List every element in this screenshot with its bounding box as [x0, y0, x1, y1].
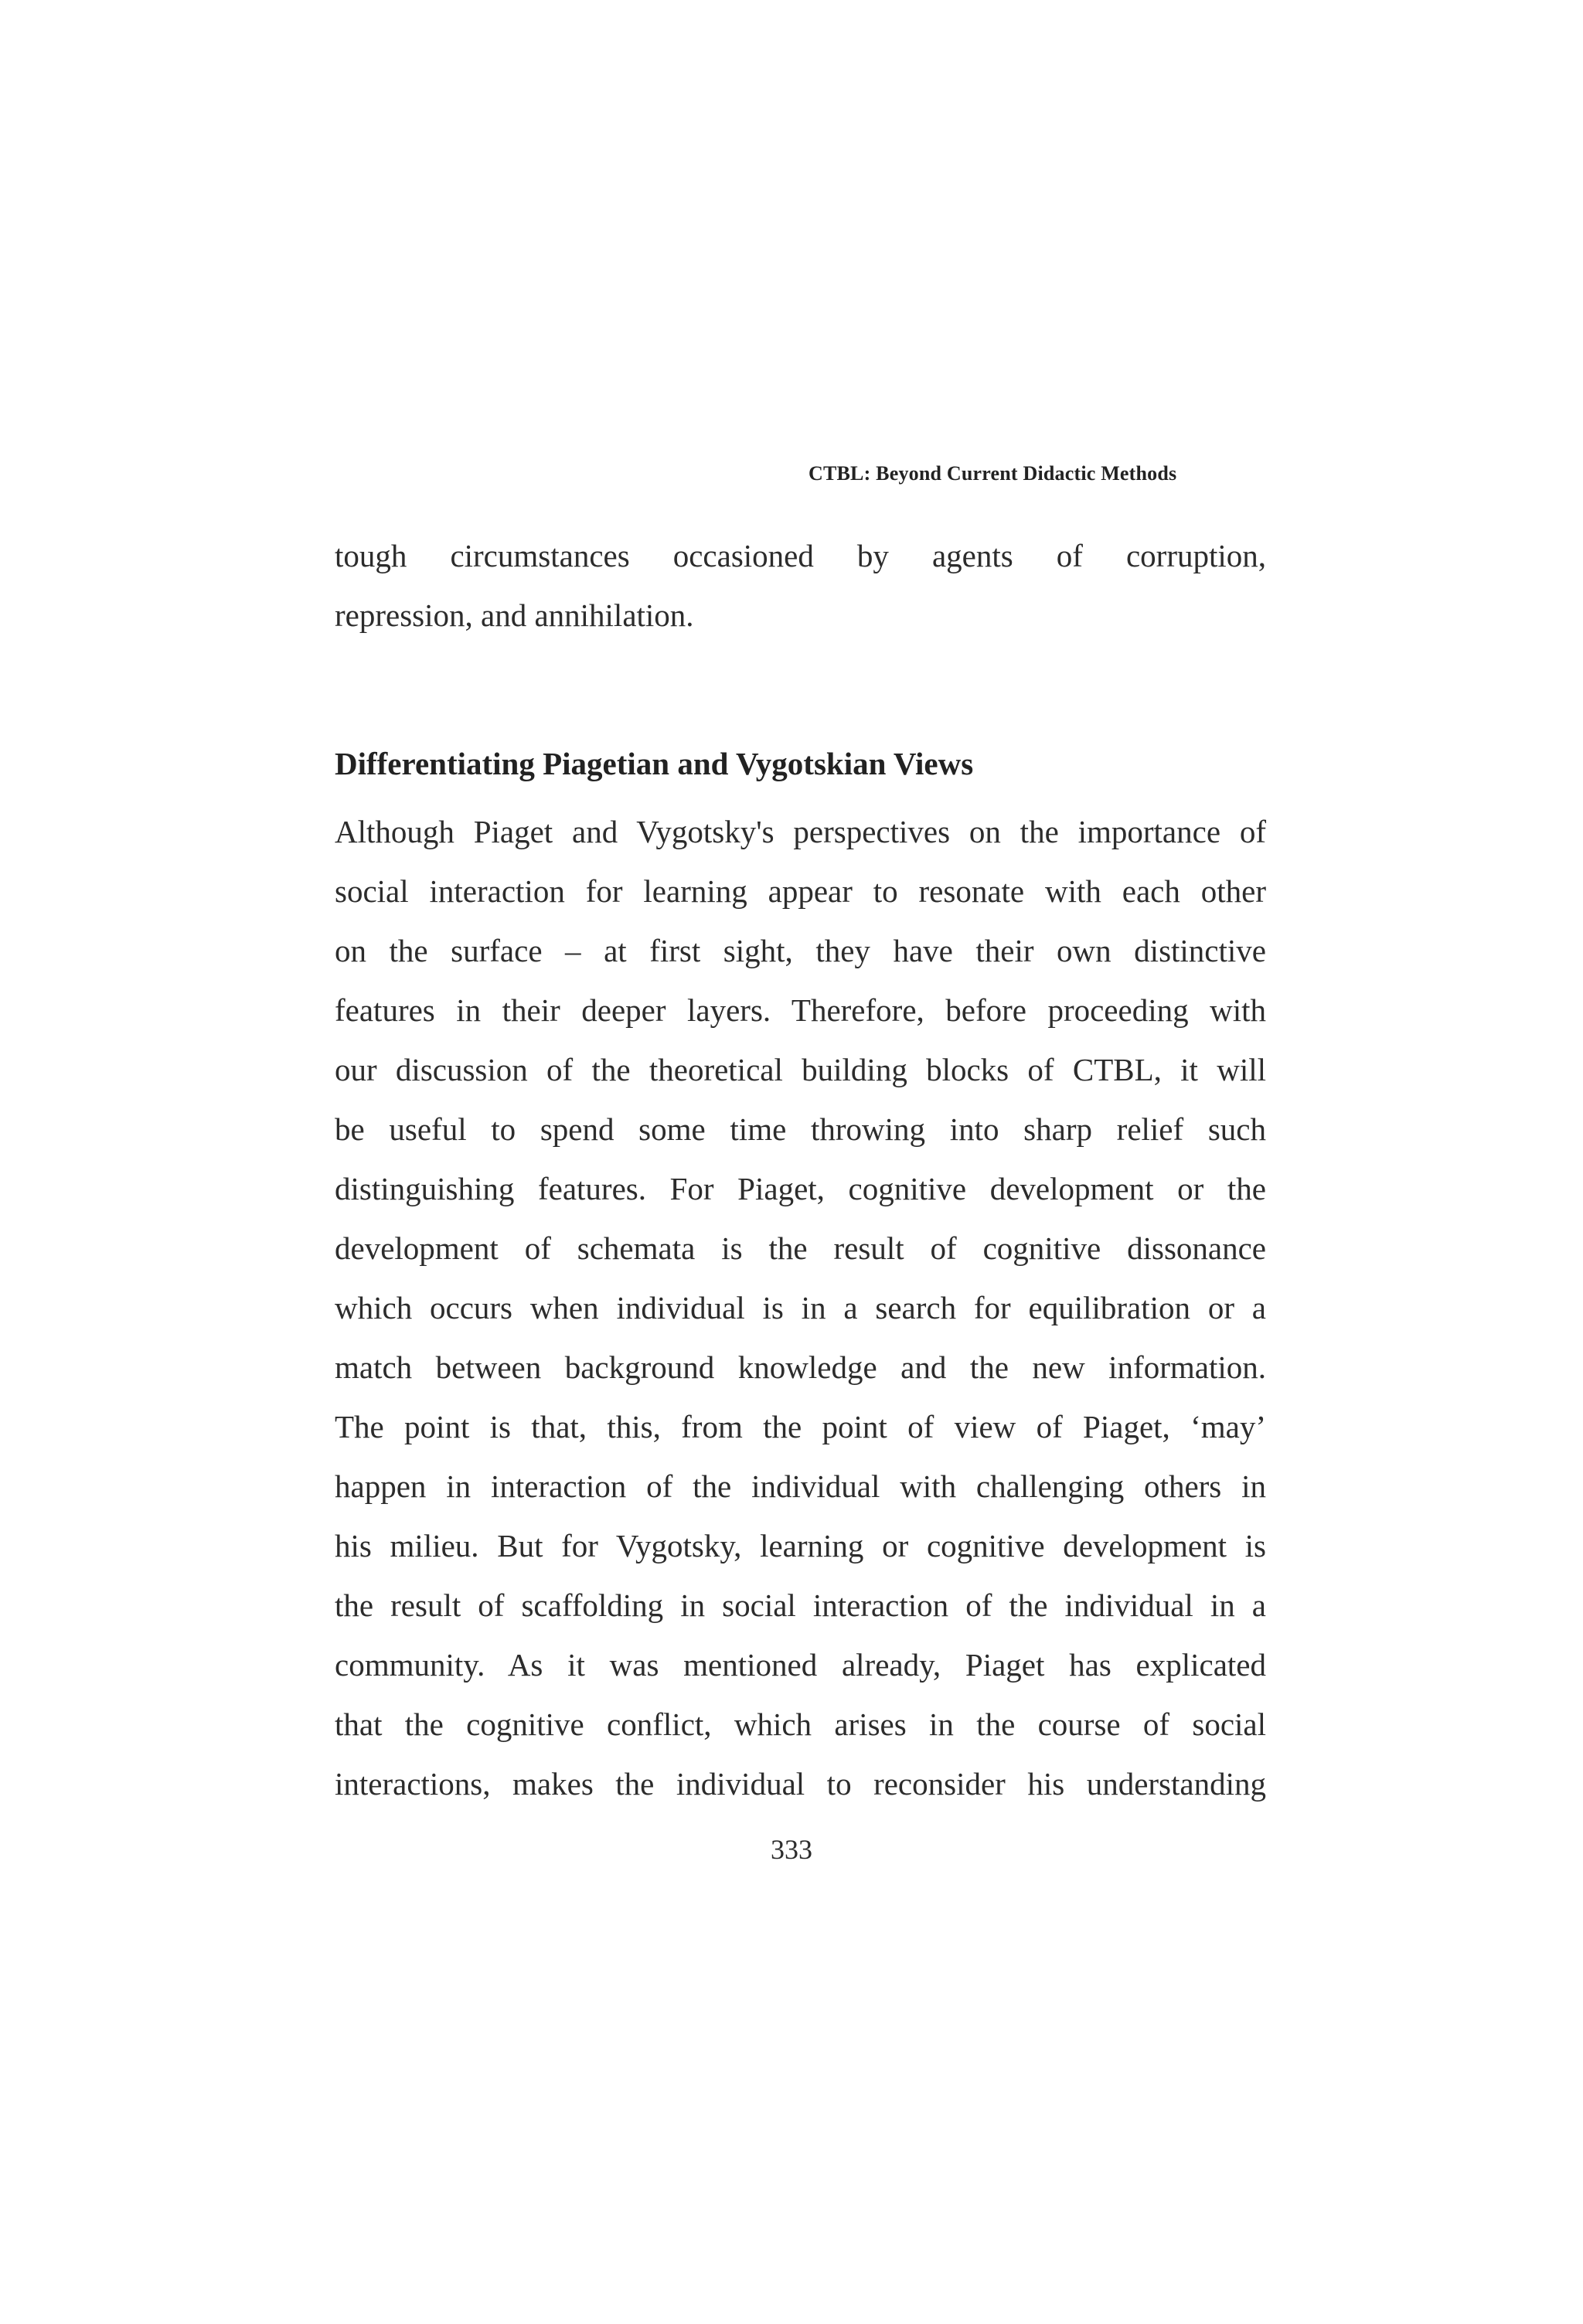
opening-text	[335, 526, 1266, 645]
text-line: interactions, makes the individual to reconsider his understanding	[335, 1766, 1266, 1802]
text-line: the result of scaffolding in social interaction of the individual in a	[335, 1587, 1266, 1623]
body-paragraph	[335, 802, 1266, 1814]
text-line: The point is that, this, from the point of view of Piaget, ‘may’	[335, 1409, 1266, 1444]
text-line: happen in interaction of the individual with challenging others in	[335, 1468, 1266, 1504]
text-line: features in their deeper layers. Therefore, before proceeding with	[335, 992, 1266, 1028]
page-number: 333	[771, 1834, 812, 1865]
text-line: repression, and annihilation.	[335, 597, 694, 633]
text-line: Although Piaget and Vygotsky's perspectives on the importance of	[335, 814, 1266, 849]
text-line: tough circumstances occasioned by agents of corruption,	[335, 538, 1266, 573]
text-line: which occurs when individual is in a search for equilibration or a	[335, 1290, 1266, 1325]
text-line: that the cognitive conflict, which arises in the course of social	[335, 1706, 1266, 1742]
text-line: match between background knowledge and the new information.	[335, 1349, 1266, 1385]
text-line: on the surface – at first sight, they have their own distinctive	[335, 933, 1266, 968]
text-line: development of schemata is the result of cognitive dissonance	[335, 1230, 1266, 1266]
text-line: distinguishing features. For Piaget, cognitive development or the	[335, 1171, 1266, 1206]
text-line: our discussion of the theoretical building blocks of CTBL, it will	[335, 1052, 1266, 1087]
text-line: community. As it was mentioned already, Piaget has explicated	[335, 1647, 1266, 1683]
text-line: social interaction for learning appear to resonate with each other	[335, 873, 1266, 909]
section-heading: Differentiating Piagetian and Vygotskian Views	[335, 746, 974, 781]
running-header: CTBL: Beyond Current Didactic Methods	[809, 462, 1177, 485]
text-line: be useful to spend some time throwing into sharp relief such	[335, 1111, 1266, 1147]
text-line: his milieu. But for Vygotsky, learning or cognitive development is	[335, 1528, 1266, 1564]
